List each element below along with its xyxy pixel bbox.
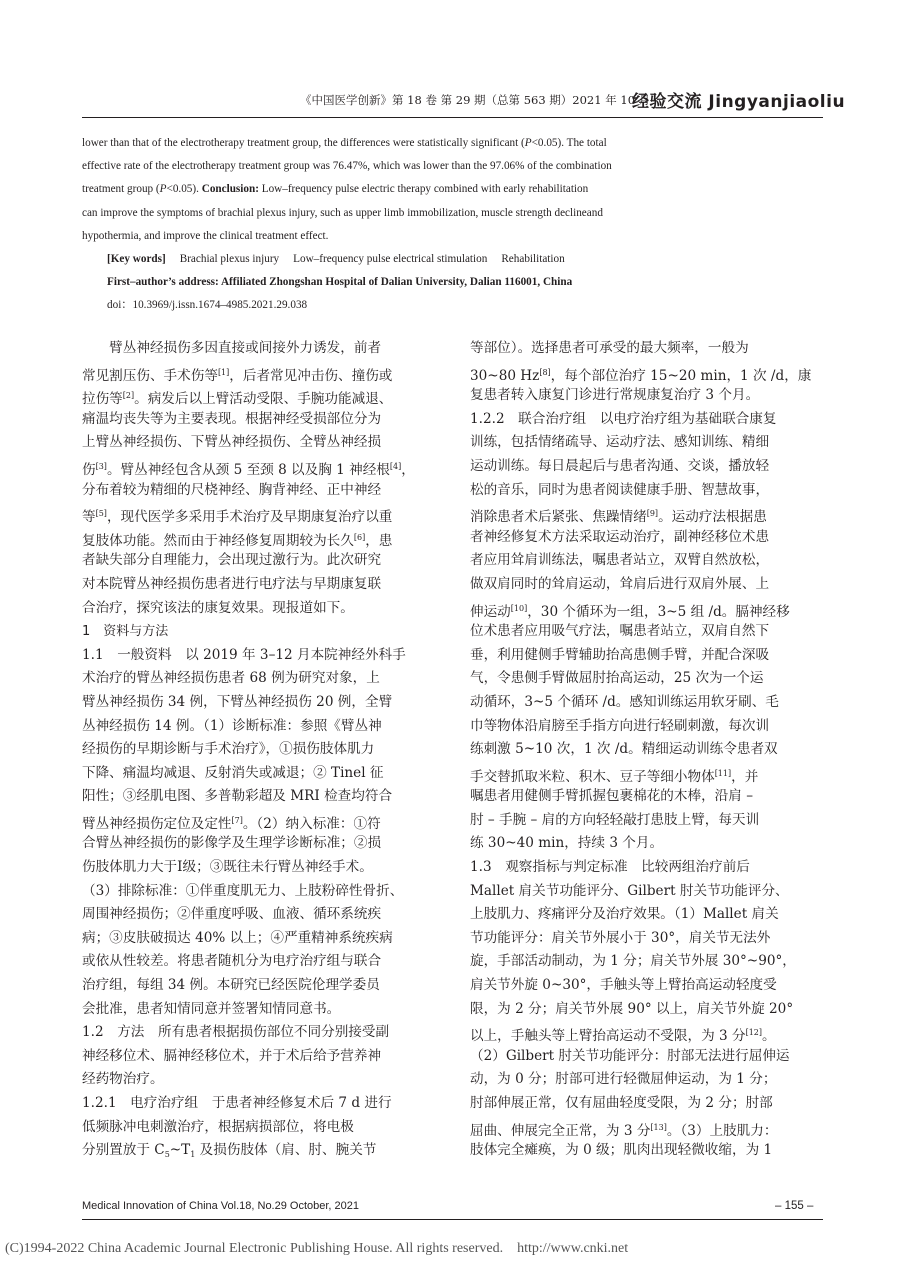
- footer-journal: Medical Innovation of China Vol.18, No.29 October, 2021: [82, 1200, 360, 1212]
- text-line: 1.2.1 电疗治疗组 于患者神经修复术后 7 d 进行: [82, 1095, 392, 1111]
- text-line: 巾等物体沿肩膀至手指方向进行轻刷刺激，每次训: [470, 717, 770, 734]
- text-line: 伸运动[10]，30 个循环为一组，3~5 组 /d。膈神经移: [470, 603, 790, 620]
- text-line: 分别置放于 $C_5\sim T_1$ 及损伤肢体（肩、肘、腕关节: [82, 1142, 377, 1160]
- text-line: 者神经修复术方法采取运动治疗，副神经移位术患: [470, 528, 770, 545]
- text-line: 垂，利用健侧手臂辅助抬高患侧手臂，并配合深吸: [470, 646, 770, 663]
- text-line: 下降、痛温均减退、反射消失或减退；② Tinel 征: [82, 764, 384, 781]
- text-line: 臂丛神经损伤 34 例，下臂丛神经损伤 20 例，全臂: [82, 693, 393, 710]
- text-line: 复肢体功能。然而由于神经修复周期较为长久[6]，患: [82, 532, 393, 549]
- section-heading: 1 资料与方法: [82, 624, 169, 640]
- text-line: （2）Gilbert 肘关节功能评分：肘部无法进行屈伸运: [470, 1047, 790, 1064]
- text-line: 者应用耸肩训练法，嘱患者站立，双臂自然放松，: [470, 552, 770, 569]
- header-rule: [82, 117, 823, 118]
- text-line: 常见割压伤、手术伤等[1]，后者常见冲击伤、撞伤或: [82, 367, 393, 384]
- text-line: 1.1 一般资料 以 2019 年 3–12 月本院神经外科手: [82, 646, 406, 663]
- text-line: 30~80 Hz[8]，每个部位治疗 15~20 min，1 次 /d，康: [470, 367, 812, 384]
- page-number: – 155 –: [775, 1200, 814, 1212]
- text-line: 周围神经损伤；②伴重度呼吸、血液、循环系统疾: [82, 906, 382, 923]
- author-address: First–author’s address: Affiliated Zhongshan Hospital of Dalian University, Dalian 116001, China: [107, 276, 573, 289]
- text-line: 神经移位术、膈神经移位术，并于术后给予营养神: [82, 1047, 382, 1064]
- text-line: Mallet 肩关节功能评分、Gilbert 肘关节功能评分、: [470, 882, 789, 899]
- text-line: 等部位）。选择患者可承受的最大频率，一般为: [470, 340, 749, 356]
- text-line: 手交替抓取米粒、积木、豆子等细小物体[11]，并: [470, 768, 759, 785]
- text-line: 肢体完全瘫痪，为 0 级；肌肉出现轻微收缩，为 1: [470, 1142, 773, 1159]
- text-line: 限，为 2 分；肩关节外展 90° 以上，肩关节外旋 20°: [470, 1000, 794, 1017]
- text-line: 病；③皮肤破损达 40% 以上；④严重精神系统疾病: [82, 929, 393, 946]
- text-line: 消除患者术后紧张、焦躁情绪[9]。运动疗法根据患: [470, 509, 767, 526]
- text-line: 经药物治疗。: [82, 1071, 164, 1088]
- abstract-line: treatment group (P<0.05). Conclusion: Low–frequency pulse electric therapy combined with early rehabilitation: [82, 183, 589, 196]
- text-line: 松的音乐，同时为患者阅读健康手册、智慧故事，: [470, 481, 770, 498]
- text-line: 1.2.2 联合治疗组 以电疗治疗组为基础联合康复: [470, 410, 777, 427]
- citation: [9]: [646, 509, 659, 519]
- text-line: 伤肢体肌力大于Ⅰ级；③既往未行臂丛神经手术。: [82, 859, 373, 876]
- text-line: 上肢肌力、疼痛评分及治疗效果。（1）Mallet 肩关: [470, 906, 779, 923]
- text-line: 节功能评分：肩关节外展小于 30°，肩关节无法外: [470, 929, 771, 946]
- text-line: 动，为 0 分；肘部可进行轻微屈伸运动，为 1 分；: [470, 1071, 777, 1088]
- citation: [8]: [539, 367, 551, 377]
- text-line: 痛温均丧失等为主要表现。根据神经受损部位分为: [82, 410, 382, 427]
- text-line: 合臂丛神经损伤的影像学及生理学诊断标准；②损: [82, 835, 382, 852]
- text-line: 旋，手部活动制动，为 1 分；肩关节外展 30°~90°，: [470, 953, 796, 970]
- text-line: 丛神经损伤 14 例。（1）诊断标准：参照《臂丛神: [82, 717, 382, 734]
- english-abstract: [82, 132, 823, 318]
- text-line: 上臂丛神经损伤、下臂丛神经损伤、全臂丛神经损: [82, 434, 382, 451]
- text-line: 复患者转入康复门诊进行常规康复治疗 3 个月。: [470, 387, 760, 404]
- text-line: 治疗组，每组 34 例。本研究已经医院伦理学委员: [82, 977, 380, 994]
- text-line: 或依从性较差。将患者随机分为电疗治疗组与联合: [82, 953, 382, 970]
- text-line: 做双肩同时的耸肩运动，耸肩后进行双肩外展、上: [470, 575, 770, 592]
- text-line: 气，令患侧手臂做屈肘抬高运动，25 次为一个运: [470, 670, 764, 687]
- doi: doi：10.3969/j.issn.1674–4985.2021.29.038: [107, 299, 308, 312]
- abstract-line: can improve the symptoms of brachial plexus injury, such as upper limb immobilization, muscle strength declineand: [82, 206, 603, 219]
- citation: [1]: [217, 367, 230, 377]
- text-line: 臂丛神经损伤定位及定性[7]。（2）纳入标准：①符: [82, 815, 381, 832]
- text-line: 动循环，3~5 个循环 /d。感知训练运用软牙刷、毛: [470, 693, 779, 710]
- citation: [7]: [231, 815, 243, 825]
- citation: [10]: [510, 603, 528, 613]
- text-line: 1.3 观察指标与判定标准 比较两组治疗前后: [470, 859, 750, 876]
- footer-rule: [82, 1219, 823, 1220]
- text-line: 练 30~40 min，持续 3 个月。: [470, 835, 664, 852]
- text-line: 肩关节外旋 0~30°，手触头等上臂抬高运动轻度受: [470, 977, 777, 994]
- text-line: 低频脉冲电刺激治疗，根据病损部位，将电极: [82, 1118, 354, 1135]
- text-line: 会批准，患者知情同意并签署知情同意书。: [82, 1000, 341, 1017]
- citation: [5]: [95, 509, 107, 519]
- text-line: 合治疗，探究该法的康复效果。现报道如下。: [82, 599, 354, 616]
- running-header-journal: 《中国医学创新》第 18 卷 第 29 期（总第 563 期）2021 年 10 月: [300, 93, 651, 107]
- text-line: 练刺激 5~10 次，1 次 /d。精细运动训练令患者双: [470, 741, 778, 758]
- text-line: 等[5]，现代医学多采用手术治疗及早期康复治疗以重: [82, 509, 393, 526]
- text-line: 术治疗的臂丛神经损伤患者 68 例为研究对象，上: [82, 670, 380, 687]
- citation: [6]: [353, 532, 366, 542]
- text-line: 阳性；③经肌电图、多普勒彩超及 MRI 检查均符合: [82, 788, 393, 805]
- citation: [12]: [745, 1028, 762, 1038]
- text-line: 者缺失部分自理能力，会出现过激行为。此次研究: [82, 552, 382, 569]
- text-line: 分布着较为精细的尺桡神经、胸背神经、正中神经: [82, 481, 382, 498]
- copyright-line: (C)1994-2022 China Academic Journal Electronic Publishing House. All rights reserved. http://www.cnki.net: [5, 1241, 629, 1256]
- text-line: 肘部伸展正常，仅有屈曲轻度受限，为 2 分；肘部: [470, 1095, 773, 1111]
- text-line: 伤[3]。臂丛神经包含从颈 5 至颈 8 以及胸 1 神经根[4]，: [82, 461, 415, 478]
- running-header-section: 经验交流 Jingyanjiaoliu: [632, 92, 846, 112]
- citation: [3]: [95, 461, 107, 471]
- body-column-left: [82, 337, 432, 1163]
- text-line: 屈曲、伸展完全正常，为 3 分[13]。（3）上肢肌力：: [470, 1122, 778, 1139]
- text-line: 经损伤的早期诊断与手术治疗》，①损伤肢体肌力: [82, 741, 375, 758]
- conclusion-label: Conclusion:: [201, 183, 259, 196]
- text-line: 肘 – 手腕 – 肩的方向轻轻敲打患肢上臂，每天训: [470, 811, 760, 828]
- body-column-right: [470, 337, 820, 1163]
- text-line: 嘱患者用健侧手臂抓握包裹棉花的木棒，沿肩 –: [470, 788, 753, 805]
- citation: [2]: [122, 391, 135, 401]
- abstract-line: hypothermia, and improve the clinical treatment effect.: [82, 229, 329, 242]
- citation: [13]: [650, 1122, 667, 1132]
- citation: [11]: [714, 768, 732, 778]
- abstract-line: lower than that of the electrotherapy treatment group, the differences were statistically significant (P<0.05). The total: [82, 137, 607, 149]
- keywords: [Key words] Brachial plexus injury Low–frequency pulse electrical stimulation Rehabilitation: [107, 252, 565, 265]
- abstract-line: effective rate of the electrotherapy treatment group was 76.47%, which was lower than the 97.06% of the combination: [82, 160, 612, 173]
- text-line: 位术患者应用吸气疗法，嘱患者站立，双肩自然下: [470, 623, 770, 640]
- citation: [4]: [389, 461, 402, 471]
- text-line: 运动训练。每日晨起后与患者沟通、交谈，播放轻: [470, 457, 770, 474]
- text-line: 1.2 方法 所有患者根据损伤部位不同分别接受副: [82, 1024, 390, 1041]
- text-line: 臂丛神经损伤多因直接或间接外力诱发，前者: [82, 340, 382, 356]
- text-line: （3）排除标准：①伴重度肌无力、上肢粉碎性骨折、: [82, 882, 404, 899]
- text-line: 拉伤等[2]。病发后以上臂活动受限、手腕功能减退、: [82, 391, 393, 408]
- text-line: 训练，包括情绪疏导、运动疗法、感知训练、精细: [470, 434, 770, 451]
- text-line: 以上，手触头等上臂抬高运动不受限，为 3 分[12]。: [470, 1028, 776, 1045]
- text-line: 对本院臂丛神经损伤患者进行电疗法与早期康复联: [82, 575, 382, 592]
